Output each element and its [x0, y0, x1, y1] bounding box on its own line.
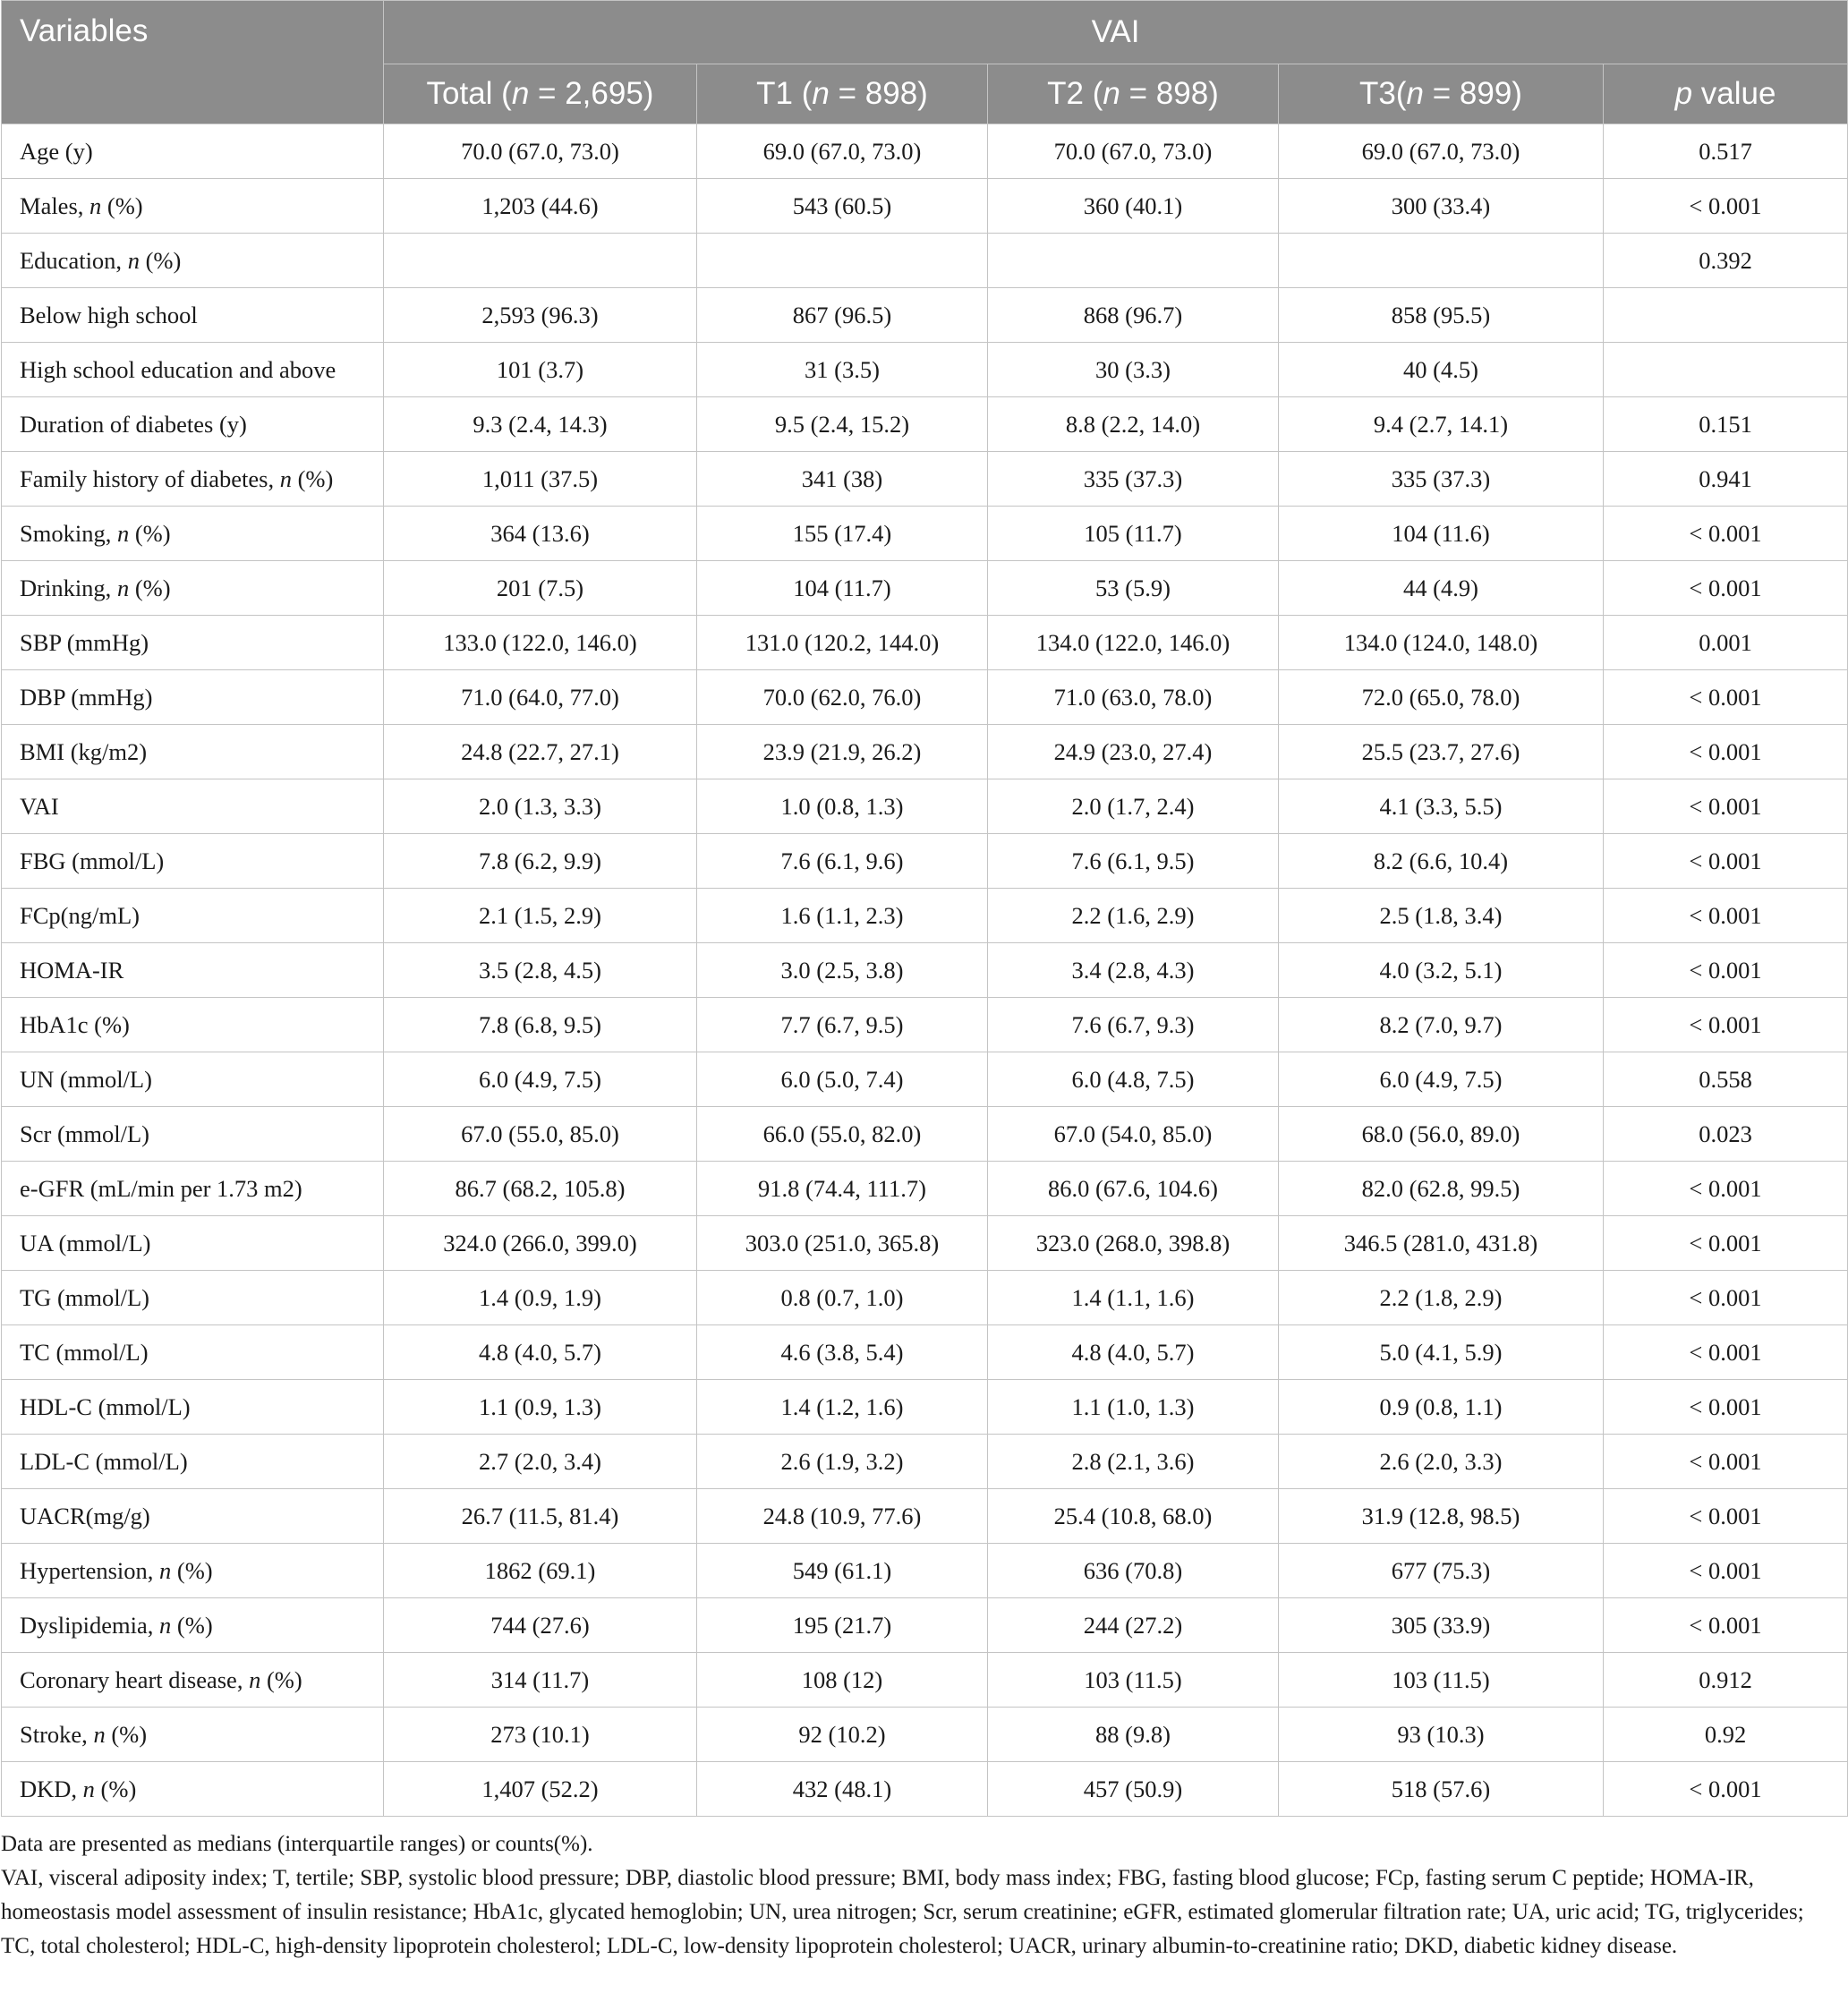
cell-p-value: < 0.001: [1604, 1598, 1848, 1653]
cell-p-value: < 0.001: [1604, 725, 1848, 779]
cell-p-value: < 0.001: [1604, 1380, 1848, 1435]
row-label: FCp(ng/mL): [2, 889, 384, 943]
cell-p-value: < 0.001: [1604, 889, 1848, 943]
table-row: [2, 1544, 1848, 1598]
row-label: Duration of diabetes (y): [2, 397, 384, 452]
cell-total: 324.0 (266.0, 399.0): [384, 1216, 697, 1271]
cell-p-value: < 0.001: [1604, 507, 1848, 561]
cell-t1: 2.6 (1.9, 3.2): [697, 1435, 988, 1489]
row-label: Males, n (%): [2, 179, 384, 234]
cell-t1: 91.8 (74.4, 111.7): [697, 1162, 988, 1216]
cell-t2: 70.0 (67.0, 73.0): [988, 124, 1279, 179]
table-row: [2, 1380, 1848, 1435]
cell-t1: 92 (10.2): [697, 1708, 988, 1762]
cell-t3: 5.0 (4.1, 5.9): [1279, 1325, 1604, 1380]
cell-p-value: 0.941: [1604, 452, 1848, 507]
table-row: [2, 452, 1848, 507]
cell-t3: [1279, 234, 1604, 288]
table-row: [2, 561, 1848, 616]
cell-t2: 30 (3.3): [988, 343, 1279, 397]
cell-p-value: < 0.001: [1604, 561, 1848, 616]
cell-t2: 103 (11.5): [988, 1653, 1279, 1708]
row-label: Family history of diabetes, n (%): [2, 452, 384, 507]
cell-t3: 8.2 (7.0, 9.7): [1279, 998, 1604, 1052]
row-label: Education, n (%): [2, 234, 384, 288]
cell-total: 24.8 (22.7, 27.1): [384, 725, 697, 779]
cell-t1: 70.0 (62.0, 76.0): [697, 670, 988, 725]
cell-p-value: < 0.001: [1604, 1271, 1848, 1325]
cell-t1: 108 (12): [697, 1653, 988, 1708]
cell-t2: 335 (37.3): [988, 452, 1279, 507]
footnote-data-presentation: Data are presented as medians (interquartile ranges) or counts(%).: [1, 1832, 593, 1856]
cell-t1: 432 (48.1): [697, 1762, 988, 1817]
cell-t3: 69.0 (67.0, 73.0): [1279, 124, 1604, 179]
cell-t1: 104 (11.7): [697, 561, 988, 616]
cell-p-value: 0.023: [1604, 1107, 1848, 1162]
table-row: [2, 1435, 1848, 1489]
cell-p-value: < 0.001: [1604, 1435, 1848, 1489]
cell-p-value: < 0.001: [1604, 834, 1848, 889]
cell-p-value: < 0.001: [1604, 779, 1848, 834]
table-row: [2, 998, 1848, 1052]
table-row: [2, 725, 1848, 779]
header-vai-group: VAI: [384, 1, 1848, 64]
cell-t2: 636 (70.8): [988, 1544, 1279, 1598]
cell-t3: 677 (75.3): [1279, 1544, 1604, 1598]
header-t3: T3(n = 899): [1279, 64, 1604, 124]
cell-t2: 8.8 (2.2, 14.0): [988, 397, 1279, 452]
cell-t2: 244 (27.2): [988, 1598, 1279, 1653]
row-label: Coronary heart disease, n (%): [2, 1653, 384, 1708]
cell-t1: 155 (17.4): [697, 507, 988, 561]
cell-t2: 457 (50.9): [988, 1762, 1279, 1817]
cell-t2: 24.9 (23.0, 27.4): [988, 725, 1279, 779]
cell-t3: 2.2 (1.8, 2.9): [1279, 1271, 1604, 1325]
cell-t2: 88 (9.8): [988, 1708, 1279, 1762]
cell-t3: 305 (33.9): [1279, 1598, 1604, 1653]
cell-total: 1862 (69.1): [384, 1544, 697, 1598]
cell-t1: 7.6 (6.1, 9.6): [697, 834, 988, 889]
cell-total: 133.0 (122.0, 146.0): [384, 616, 697, 670]
cell-t2: 6.0 (4.8, 7.5): [988, 1052, 1279, 1107]
table-row: [2, 179, 1848, 234]
cell-t2: 2.8 (2.1, 3.6): [988, 1435, 1279, 1489]
row-label: Drinking, n (%): [2, 561, 384, 616]
cell-total: 314 (11.7): [384, 1653, 697, 1708]
cell-t2: [988, 234, 1279, 288]
cell-p-value: 0.517: [1604, 124, 1848, 179]
cell-t3: 68.0 (56.0, 89.0): [1279, 1107, 1604, 1162]
cell-t3: 335 (37.3): [1279, 452, 1604, 507]
table-row: [2, 234, 1848, 288]
cell-t3: 93 (10.3): [1279, 1708, 1604, 1762]
table-row: [2, 1216, 1848, 1271]
cell-t1: [697, 234, 988, 288]
table-row: [2, 124, 1848, 179]
cell-p-value: 0.001: [1604, 616, 1848, 670]
cell-total: [384, 234, 697, 288]
cell-total: 6.0 (4.9, 7.5): [384, 1052, 697, 1107]
table-row: [2, 397, 1848, 452]
cell-total: 2.0 (1.3, 3.3): [384, 779, 697, 834]
cell-t3: 9.4 (2.7, 14.1): [1279, 397, 1604, 452]
table-row: [2, 779, 1848, 834]
table-row: [2, 889, 1848, 943]
cell-t2: 1.4 (1.1, 1.6): [988, 1271, 1279, 1325]
cell-t1: 543 (60.5): [697, 179, 988, 234]
cell-p-value: [1604, 288, 1848, 343]
cell-t1: 0.8 (0.7, 1.0): [697, 1271, 988, 1325]
table-row: [2, 1325, 1848, 1380]
cell-t3: 346.5 (281.0, 431.8): [1279, 1216, 1604, 1271]
row-label: UA (mmol/L): [2, 1216, 384, 1271]
cell-t2: 134.0 (122.0, 146.0): [988, 616, 1279, 670]
cell-t1: 131.0 (120.2, 144.0): [697, 616, 988, 670]
footnote-abbreviations: VAI, visceral adiposity index; T, tertile; SBP, systolic blood pressure; DBP, diastolic blood pressure; BMI, body mass index; FBG, fasting blood glucose; FCp, fasting serum C peptide; HOMA-IR, homeostasis model assessment of insulin resistance; HbA1c, glycated hemoglobin; UN, urea nitrogen; Scr, serum creatinine; eGFR, estimated glomerular filtration rate; UA, uric acid; TG, triglycerides; TC, total cholesterol; HDL-C, high-density lipoprotein cholesterol; LDL-C, low-density lipoprotein cholesterol; UACR, urinary albumin-to-creatinine ratio; DKD, diabetic kidney disease.: [1, 1866, 1804, 1958]
cell-t3: 104 (11.6): [1279, 507, 1604, 561]
cell-total: 9.3 (2.4, 14.3): [384, 397, 697, 452]
cell-t3: 2.5 (1.8, 3.4): [1279, 889, 1604, 943]
header-p-value: p value: [1604, 64, 1848, 124]
cell-t1: 23.9 (21.9, 26.2): [697, 725, 988, 779]
table-row: [2, 1598, 1848, 1653]
cell-t1: 1.0 (0.8, 1.3): [697, 779, 988, 834]
row-label: Scr (mmol/L): [2, 1107, 384, 1162]
row-label: HDL-C (mmol/L): [2, 1380, 384, 1435]
cell-total: 1.1 (0.9, 1.3): [384, 1380, 697, 1435]
cell-t3: 25.5 (23.7, 27.6): [1279, 725, 1604, 779]
cell-t3: 4.0 (3.2, 5.1): [1279, 943, 1604, 998]
table-row: [2, 1271, 1848, 1325]
cell-t1: 69.0 (67.0, 73.0): [697, 124, 988, 179]
row-label: UN (mmol/L): [2, 1052, 384, 1107]
cell-t2: 2.0 (1.7, 2.4): [988, 779, 1279, 834]
header-t2: T2 (n = 898): [988, 64, 1279, 124]
cell-t1: 867 (96.5): [697, 288, 988, 343]
cell-total: 4.8 (4.0, 5.7): [384, 1325, 697, 1380]
row-label: Smoking, n (%): [2, 507, 384, 561]
cell-t2: 86.0 (67.6, 104.6): [988, 1162, 1279, 1216]
header-total: Total (n = 2,695): [384, 64, 697, 124]
cell-t1: 24.8 (10.9, 77.6): [697, 1489, 988, 1544]
cell-t1: 9.5 (2.4, 15.2): [697, 397, 988, 452]
cell-total: 201 (7.5): [384, 561, 697, 616]
cell-t2: 53 (5.9): [988, 561, 1279, 616]
cell-total: 744 (27.6): [384, 1598, 697, 1653]
row-label: BMI (kg/m2): [2, 725, 384, 779]
cell-total: 7.8 (6.8, 9.5): [384, 998, 697, 1052]
cell-t2: 868 (96.7): [988, 288, 1279, 343]
cell-p-value: 0.558: [1604, 1052, 1848, 1107]
row-label: Below high school: [2, 288, 384, 343]
cell-p-value: < 0.001: [1604, 670, 1848, 725]
row-label: e-GFR (mL/min per 1.73 m2): [2, 1162, 384, 1216]
cell-p-value: < 0.001: [1604, 1762, 1848, 1817]
table-row: [2, 507, 1848, 561]
cell-t3: 2.6 (2.0, 3.3): [1279, 1435, 1604, 1489]
cell-t3: 8.2 (6.6, 10.4): [1279, 834, 1604, 889]
table-row: [2, 670, 1848, 725]
cell-t3: 0.9 (0.8, 1.1): [1279, 1380, 1604, 1435]
cell-t2: 67.0 (54.0, 85.0): [988, 1107, 1279, 1162]
table-footnotes: [1, 1817, 1827, 1963]
cell-t1: 549 (61.1): [697, 1544, 988, 1598]
row-label: Dyslipidemia, n (%): [2, 1598, 384, 1653]
row-label: TC (mmol/L): [2, 1325, 384, 1380]
cell-t3: 6.0 (4.9, 7.5): [1279, 1052, 1604, 1107]
cell-t3: 44 (4.9): [1279, 561, 1604, 616]
cell-total: 67.0 (55.0, 85.0): [384, 1107, 697, 1162]
table-row: [2, 943, 1848, 998]
row-label: High school education and above: [2, 343, 384, 397]
cell-total: 3.5 (2.8, 4.5): [384, 943, 697, 998]
table-header: [2, 1, 1848, 124]
cell-t1: 1.4 (1.2, 1.6): [697, 1380, 988, 1435]
baseline-characteristics-table: [1, 0, 1848, 1817]
cell-p-value: < 0.001: [1604, 1325, 1848, 1380]
table-row: [2, 1052, 1848, 1107]
table-row: [2, 1708, 1848, 1762]
cell-p-value: < 0.001: [1604, 998, 1848, 1052]
table-row: [2, 834, 1848, 889]
cell-total: 86.7 (68.2, 105.8): [384, 1162, 697, 1216]
cell-t2: 360 (40.1): [988, 179, 1279, 234]
cell-total: 364 (13.6): [384, 507, 697, 561]
cell-t3: 72.0 (65.0, 78.0): [1279, 670, 1604, 725]
row-label: VAI: [2, 779, 384, 834]
row-label: LDL-C (mmol/L): [2, 1435, 384, 1489]
cell-total: 101 (3.7): [384, 343, 697, 397]
cell-t2: 7.6 (6.7, 9.3): [988, 998, 1279, 1052]
cell-p-value: 0.151: [1604, 397, 1848, 452]
cell-p-value: 0.392: [1604, 234, 1848, 288]
cell-t3: 82.0 (62.8, 99.5): [1279, 1162, 1604, 1216]
cell-p-value: < 0.001: [1604, 943, 1848, 998]
row-label: HOMA-IR: [2, 943, 384, 998]
cell-total: 1.4 (0.9, 1.9): [384, 1271, 697, 1325]
row-label: TG (mmol/L): [2, 1271, 384, 1325]
cell-total: 7.8 (6.2, 9.9): [384, 834, 697, 889]
cell-t3: 4.1 (3.3, 5.5): [1279, 779, 1604, 834]
cell-total: 273 (10.1): [384, 1708, 697, 1762]
header-t1: T1 (n = 898): [697, 64, 988, 124]
cell-t2: 105 (11.7): [988, 507, 1279, 561]
row-label: Hypertension, n (%): [2, 1544, 384, 1598]
row-label: Stroke, n (%): [2, 1708, 384, 1762]
cell-p-value: [1604, 343, 1848, 397]
table-row: [2, 1162, 1848, 1216]
cell-t1: 31 (3.5): [697, 343, 988, 397]
cell-t2: 2.2 (1.6, 2.9): [988, 889, 1279, 943]
cell-t1: 1.6 (1.1, 2.3): [697, 889, 988, 943]
cell-t2: 7.6 (6.1, 9.5): [988, 834, 1279, 889]
table-body: [2, 124, 1848, 1817]
cell-p-value: < 0.001: [1604, 1489, 1848, 1544]
cell-total: 2,593 (96.3): [384, 288, 697, 343]
cell-total: 2.1 (1.5, 2.9): [384, 889, 697, 943]
row-label: HbA1c (%): [2, 998, 384, 1052]
cell-t1: 4.6 (3.8, 5.4): [697, 1325, 988, 1380]
table-row: [2, 1653, 1848, 1708]
cell-t3: 858 (95.5): [1279, 288, 1604, 343]
table-row: [2, 1762, 1848, 1817]
cell-total: 26.7 (11.5, 81.4): [384, 1489, 697, 1544]
table-row: [2, 616, 1848, 670]
cell-p-value: < 0.001: [1604, 1544, 1848, 1598]
cell-t3: 518 (57.6): [1279, 1762, 1604, 1817]
row-label: FBG (mmol/L): [2, 834, 384, 889]
cell-p-value: < 0.001: [1604, 1216, 1848, 1271]
row-label: DKD, n (%): [2, 1762, 384, 1817]
cell-t3: 31.9 (12.8, 98.5): [1279, 1489, 1604, 1544]
row-label: SBP (mmHg): [2, 616, 384, 670]
cell-t1: 66.0 (55.0, 82.0): [697, 1107, 988, 1162]
cell-total: 2.7 (2.0, 3.4): [384, 1435, 697, 1489]
cell-t1: 3.0 (2.5, 3.8): [697, 943, 988, 998]
cell-p-value: 0.92: [1604, 1708, 1848, 1762]
cell-total: 71.0 (64.0, 77.0): [384, 670, 697, 725]
cell-p-value: 0.912: [1604, 1653, 1848, 1708]
cell-t2: 1.1 (1.0, 1.3): [988, 1380, 1279, 1435]
cell-t1: 195 (21.7): [697, 1598, 988, 1653]
cell-t3: 300 (33.4): [1279, 179, 1604, 234]
cell-t1: 6.0 (5.0, 7.4): [697, 1052, 988, 1107]
table-row: [2, 1107, 1848, 1162]
cell-t2: 4.8 (4.0, 5.7): [988, 1325, 1279, 1380]
cell-t3: 134.0 (124.0, 148.0): [1279, 616, 1604, 670]
cell-t3: 40 (4.5): [1279, 343, 1604, 397]
cell-t1: 303.0 (251.0, 365.8): [697, 1216, 988, 1271]
cell-t1: 341 (38): [697, 452, 988, 507]
cell-t3: 103 (11.5): [1279, 1653, 1604, 1708]
table-row: [2, 1489, 1848, 1544]
cell-total: 70.0 (67.0, 73.0): [384, 124, 697, 179]
cell-total: 1,407 (52.2): [384, 1762, 697, 1817]
cell-total: 1,203 (44.6): [384, 179, 697, 234]
cell-t2: 71.0 (63.0, 78.0): [988, 670, 1279, 725]
cell-p-value: < 0.001: [1604, 1162, 1848, 1216]
row-label: Age (y): [2, 124, 384, 179]
cell-t2: 323.0 (268.0, 398.8): [988, 1216, 1279, 1271]
table-row: [2, 343, 1848, 397]
cell-t1: 7.7 (6.7, 9.5): [697, 998, 988, 1052]
header-variables: Variables: [2, 1, 384, 124]
row-label: DBP (mmHg): [2, 670, 384, 725]
cell-total: 1,011 (37.5): [384, 452, 697, 507]
cell-p-value: < 0.001: [1604, 179, 1848, 234]
cell-t2: 3.4 (2.8, 4.3): [988, 943, 1279, 998]
cell-t2: 25.4 (10.8, 68.0): [988, 1489, 1279, 1544]
row-label: UACR(mg/g): [2, 1489, 384, 1544]
table-row: [2, 288, 1848, 343]
